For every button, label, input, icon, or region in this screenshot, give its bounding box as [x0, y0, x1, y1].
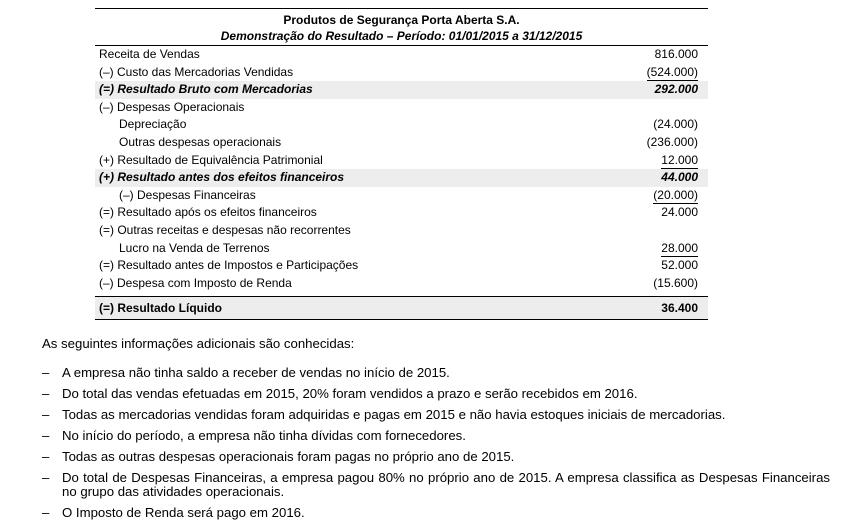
list-item-text: Todas as outras despesas operacionais foram pagas no próprio ano de 2015. [62, 449, 515, 464]
statement-subtitle: Demonstração do Resultado – Período: 01/01/2015 a 31/12/2015 [220, 29, 583, 43]
table-row [95, 204, 708, 222]
row-value: (20.000) [653, 187, 698, 202]
table-row [95, 222, 708, 240]
dash-marker: – [42, 407, 50, 422]
row-label: (=) Resultado antes de Impostos e Participações [99, 258, 359, 273]
row-label: (=) Resultado após os efeitos financeiros [99, 205, 317, 220]
row-label: (=) Outras receitas e despesas não recorrentes [99, 222, 351, 237]
table-row [95, 257, 708, 275]
row-label: (–) Despesas Financeiras [119, 187, 256, 202]
net-income-row [95, 296, 708, 320]
row-label: Receita de Vendas [99, 47, 200, 61]
table-row [95, 46, 708, 64]
dash-marker: – [42, 365, 50, 380]
list-item [42, 387, 830, 401]
dash-marker: – [42, 449, 50, 464]
list-item [42, 366, 830, 380]
dash-marker: – [42, 470, 50, 485]
list-item-text: Do total de Despesas Financeiras, a empresa pagou 80% no próprio ano de 2015. A empresa classifica as Despesas Financeiras no grupo das atividades operacionais. [62, 470, 830, 499]
row-value: (524.000) [646, 64, 698, 79]
row-label: (–) Custo das Mercadorias Vendidas [99, 64, 294, 79]
row-value: (236.000) [646, 134, 698, 149]
table-row [95, 187, 708, 205]
row-value: 816.000 [654, 47, 698, 61]
company-name: Produtos de Segurança Porta Aberta S.A. [283, 13, 520, 27]
row-value: 36.400 [661, 301, 698, 316]
table-row [95, 116, 708, 134]
row-value: 28.000 [661, 240, 698, 255]
table-row [95, 275, 708, 293]
table-row [95, 152, 708, 170]
list-item [42, 471, 830, 499]
row-label: Depreciação [119, 117, 187, 132]
row-value: 292.000 [654, 82, 698, 97]
income-statement-table [95, 8, 708, 320]
list-item-text: No início do período, a empresa não tinha dívidas com fornecedores. [62, 428, 466, 443]
row-label: (+) Resultado de Equivalência Patrimonial [99, 152, 323, 167]
list-item-text: A empresa não tinha saldo a receber de vendas no início de 2015. [62, 365, 450, 380]
row-label: Lucro na Venda de Terrenos [119, 240, 270, 255]
row-value: (15.600) [653, 275, 698, 290]
list-item-text: O Imposto de Renda será pago em 2016. [62, 505, 305, 520]
dash-marker: – [42, 386, 50, 401]
row-value: 24.000 [661, 205, 698, 220]
list-item-text: Do total das vendas efetuadas em 2015, 20% foram vendidos a prazo e serão recebidos em 2016. [62, 386, 638, 401]
row-label: (=) Resultado Bruto com Mercadorias [99, 82, 313, 97]
row-value: 12.000 [661, 152, 698, 167]
row-label: (=) Resultado Líquido [99, 301, 222, 316]
table-row [95, 64, 708, 82]
row-value: 52.000 [661, 258, 698, 273]
statement-header [95, 8, 708, 46]
row-label: (+) Resultado antes dos efeitos financeiros [99, 170, 345, 185]
table-row [95, 81, 708, 99]
row-value: 44.000 [661, 170, 698, 185]
list-item [42, 408, 830, 422]
info-list [42, 366, 830, 527]
list-item [42, 506, 830, 520]
table-row [95, 169, 708, 187]
list-item-text: Todas as mercadorias vendidas foram adquiridas e pagas em 2015 e não havia estoques iniciais de mercadorias. [62, 407, 726, 422]
dash-marker: – [42, 428, 50, 443]
row-value: (24.000) [653, 117, 698, 132]
table-row [95, 99, 708, 117]
list-item [42, 450, 830, 464]
row-label: (–) Despesa com Imposto de Renda [99, 275, 292, 290]
table-row [95, 134, 708, 152]
row-label: Outras despesas operacionais [119, 134, 282, 149]
dash-marker: – [42, 505, 50, 520]
table-row [95, 240, 708, 258]
row-label: (–) Despesas Operacionais [99, 99, 245, 114]
intro-text: As seguintes informações adicionais são conhecidas: [42, 336, 355, 351]
list-item [42, 429, 830, 443]
